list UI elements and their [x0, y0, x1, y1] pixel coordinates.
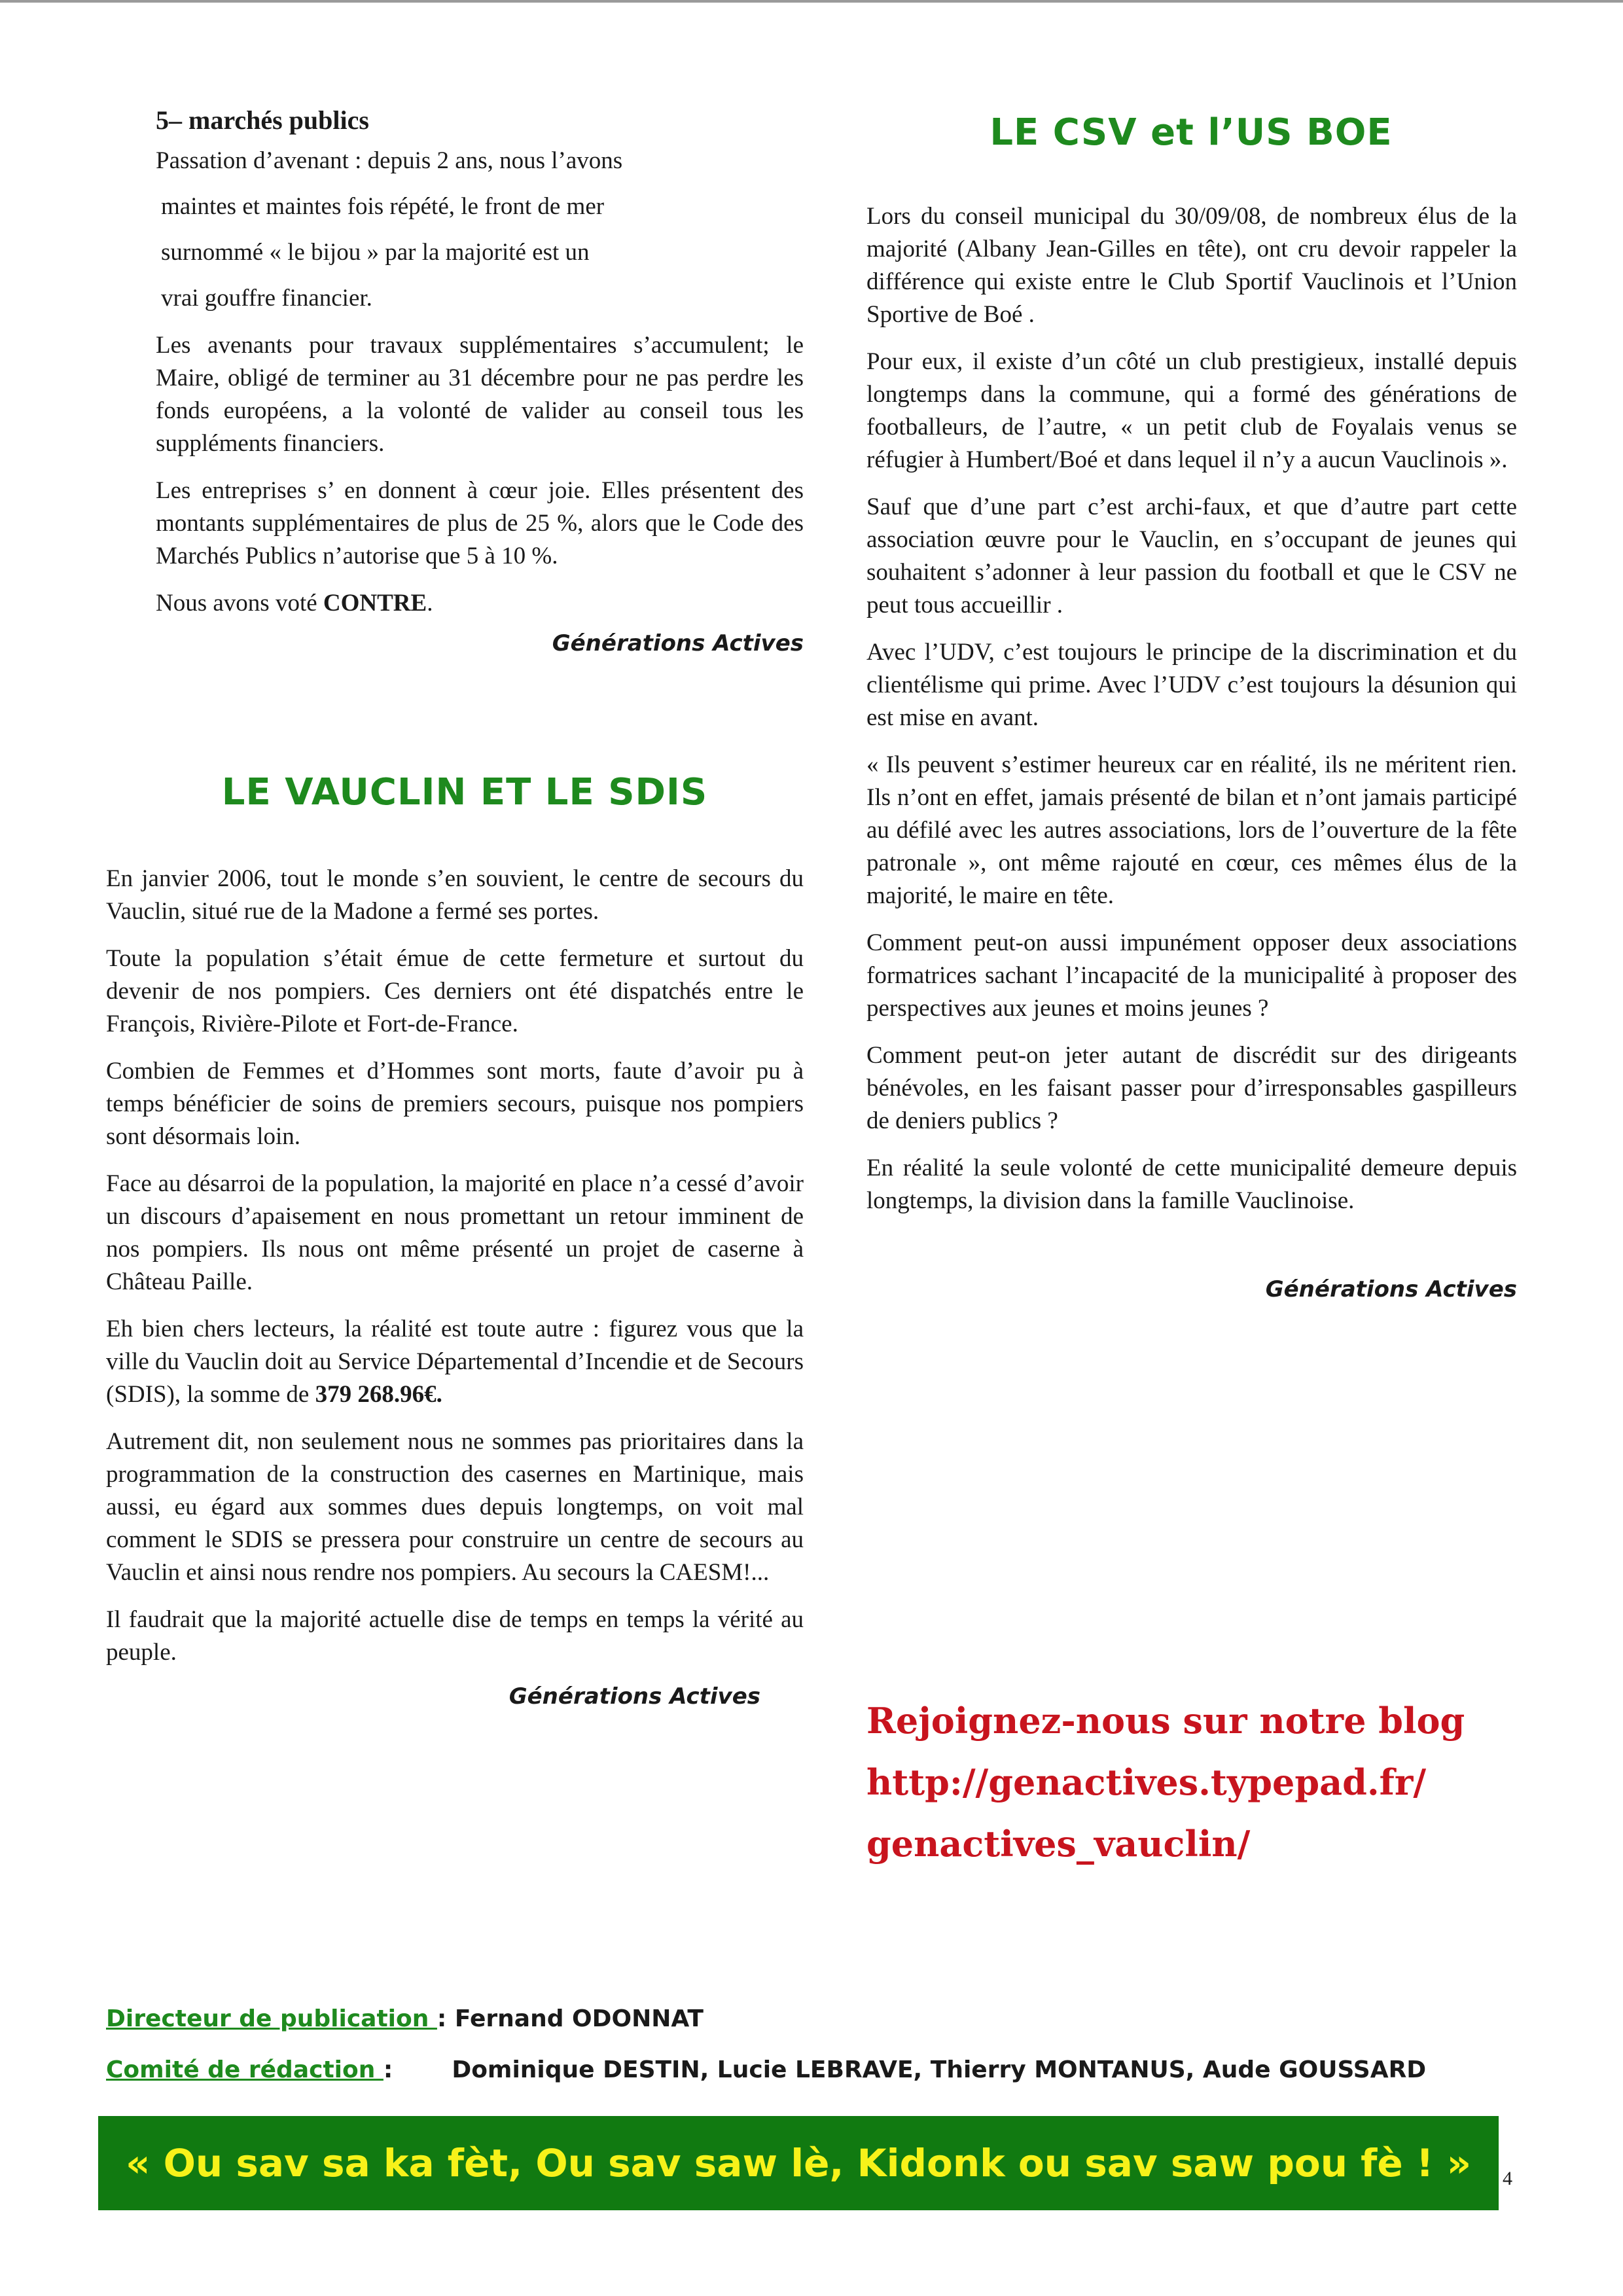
paragraph: Les avenants pour travaux supplémentaires s’accumulent; le Maire, obligé de terminer au 31 décembre pour ne pas perdre les fonds européens, a la volonté de valider au conseil tous les suppléments financiers.: [156, 332, 804, 457]
blog-callout: [866, 1690, 1521, 1874]
paragraph: Lors du conseil municipal du 30/09/08, de nombreux élus de la majorité (Albany Jean-Gilles en tête), ont cru devoir rappeler la différence qui existe entre le Club Sportif Vauclinois et l’Union Sportive de Boé .: [866, 203, 1517, 328]
director-label: Directeur de publication: [106, 2005, 437, 2032]
debt-paragraph: Eh bien chers lecteurs, la réalité est toute autre : figurez vous que la ville du Vauclin doit au Service Départemental d’Incendie et de Secours (SDIS), la somme de 379 268.96€.: [106, 1316, 804, 1408]
page-number: 4: [1503, 2168, 1512, 2189]
paragraph: Combien de Femmes et d’Hommes sont morts, faute d’avoir pu à temps bénéficier de soins de premiers secours, puisque nos pompiers sont désormais loin.: [106, 1058, 804, 1150]
intro-line: Passation d’avenant : depuis 2 ans, nous l’avons: [156, 147, 623, 174]
paragraph: Comment peut-on aussi impunément opposer deux associations formatrices sachant l’incapacité de la municipalité à proposer des perspectives aux jeunes et moins jeunes ?: [866, 929, 1517, 1022]
section-subheading: 5– marchés publics: [156, 105, 369, 135]
director-credit: Directeur de publication : Fernand ODONNAT: [106, 2005, 704, 2032]
paragraph: Face au désarroi de la population, la majorité en place n’a cessé d’avoir un discours d’apaisement en nous promettant un retour imminent de nos pompiers. Ils nous ont même présenté un projet de caserne à Château Paille.: [106, 1170, 804, 1295]
paragraph: Les entreprises s’ en donnent à cœur joie. Elles présentent des montants supplémentaires de plus de 25 %, alors que le Code des Marchés Publics n’autorise que 5 à 10 %.: [156, 477, 804, 569]
slogan-banner: [98, 2116, 1499, 2210]
paragraph: Autrement dit, non seulement nous ne sommes pas prioritaires dans la programmation de la construction des casernes en Martinique, mais aussi, eu égard aux sommes dues depuis longtemps, on voit mal comment le SDIS se pressera pour construire un centre de secours au Vauclin et ainsi nous rendre nos pompiers. Au secours la CAESM!...: [106, 1428, 804, 1586]
paragraph: Comment peut-on jeter autant de discrédit sur des dirigeants bénévoles, en les faisant passer pour d’irresponsables gaspilleurs de deniers publics ?: [866, 1042, 1517, 1134]
intro-line: surnommé « le bijou » par la majorité est un: [161, 239, 590, 266]
paragraph: En réalité la seule volonté de cette municipalité demeure depuis longtemps, la division dans la famille Vauclinoise.: [866, 1155, 1517, 1214]
committee-credit: Comité de rédaction : Dominique DESTIN, Lucie LEBRAVE, Thierry MONTANUS, Aude GOUSSARD: [106, 2056, 1427, 2083]
csv-heading: LE CSV et l’US BOE: [990, 111, 1393, 154]
director-name: Fernand ODONNAT: [454, 2005, 704, 2032]
sdis-heading: LE VAUCLIN ET LE SDIS: [221, 771, 708, 814]
paragraph: Sauf que d’une part c’est archi-faux, et que d’autre part cette association œuvre pour le Vauclin, en s’occupant de jeunes qui souhaitent s’adonner à leur passion du football et que le CSV ne peut tous accueillir .: [866, 493, 1517, 619]
marches-publics-section: [156, 105, 804, 656]
slogan-text: « Ou sav sa ka fèt, Ou sav saw lè, Kidonk ou sav saw pou fè ! »: [125, 2141, 1472, 2185]
paragraph: « Ils peuvent s’estimer heureux car en réalité, ils ne méritent rien. Ils n’ont en effet, jamais présenté de bilan et n’ont jamais participé au défilé avec les autres associations, lors de l’ouverture de la fête patronale », ont même rajouté en cœur, ces mêmes élus de la majorité, le maire en tête.: [866, 751, 1517, 909]
vote-statement: Nous avons voté CONTRE.: [156, 590, 433, 617]
vote-value: CONTRE: [323, 590, 427, 617]
blog-url-line[interactable]: http://genactives.typepad.fr/: [866, 1761, 1427, 1803]
committee-names: Dominique DESTIN, Lucie LEBRAVE, Thierry MONTANUS, Aude GOUSSARD: [452, 2056, 1427, 2083]
blog-invite: Rejoignez-nous sur notre blog: [866, 1700, 1465, 1742]
csv-section: [866, 200, 1517, 1302]
committee-label: Comité de rédaction: [106, 2056, 383, 2083]
blog-url-line[interactable]: genactives_vauclin/: [866, 1823, 1251, 1865]
paragraph: En janvier 2006, tout le monde s’en souvient, le centre de secours du Vauclin, situé rue de la Madone a fermé ses portes.: [106, 865, 804, 925]
sdis-section: [106, 863, 804, 1710]
signature: Générations Actives: [552, 630, 804, 656]
paragraph: Avec l’UDV, c’est toujours le principe de la discrimination et du clientélisme qui prime. Avec l’UDV c’est toujours la désunion qui est mise en avant.: [866, 639, 1517, 731]
debt-amount: 379 268.96€.: [315, 1381, 442, 1408]
intro-line: vrai gouffre financier.: [161, 285, 372, 312]
intro-line: maintes et maintes fois répété, le front de mer: [161, 193, 605, 220]
paragraph: Toute la population s’était émue de cette fermeture et surtout du devenir de nos pompiers. Ces derniers ont été dispatchés entre le François, Rivière-Pilote et Fort-de-France.: [106, 945, 804, 1037]
signature: Générations Actives: [1265, 1276, 1517, 1302]
signature: Générations Actives: [508, 1683, 760, 1710]
top-rule: [0, 0, 1623, 3]
paragraph: Il faudrait que la majorité actuelle dise de temps en temps la vérité au peuple.: [106, 1606, 804, 1666]
paragraph: Pour eux, il existe d’un côté un club prestigieux, installé depuis longtemps dans la commune, qui a formé des générations de footballeurs, de l’autre, « un petit club de Foyalais venus se réfugier à Humbert/Boé et dans lequel il n’y a aucun Vauclinois ».: [866, 348, 1517, 473]
